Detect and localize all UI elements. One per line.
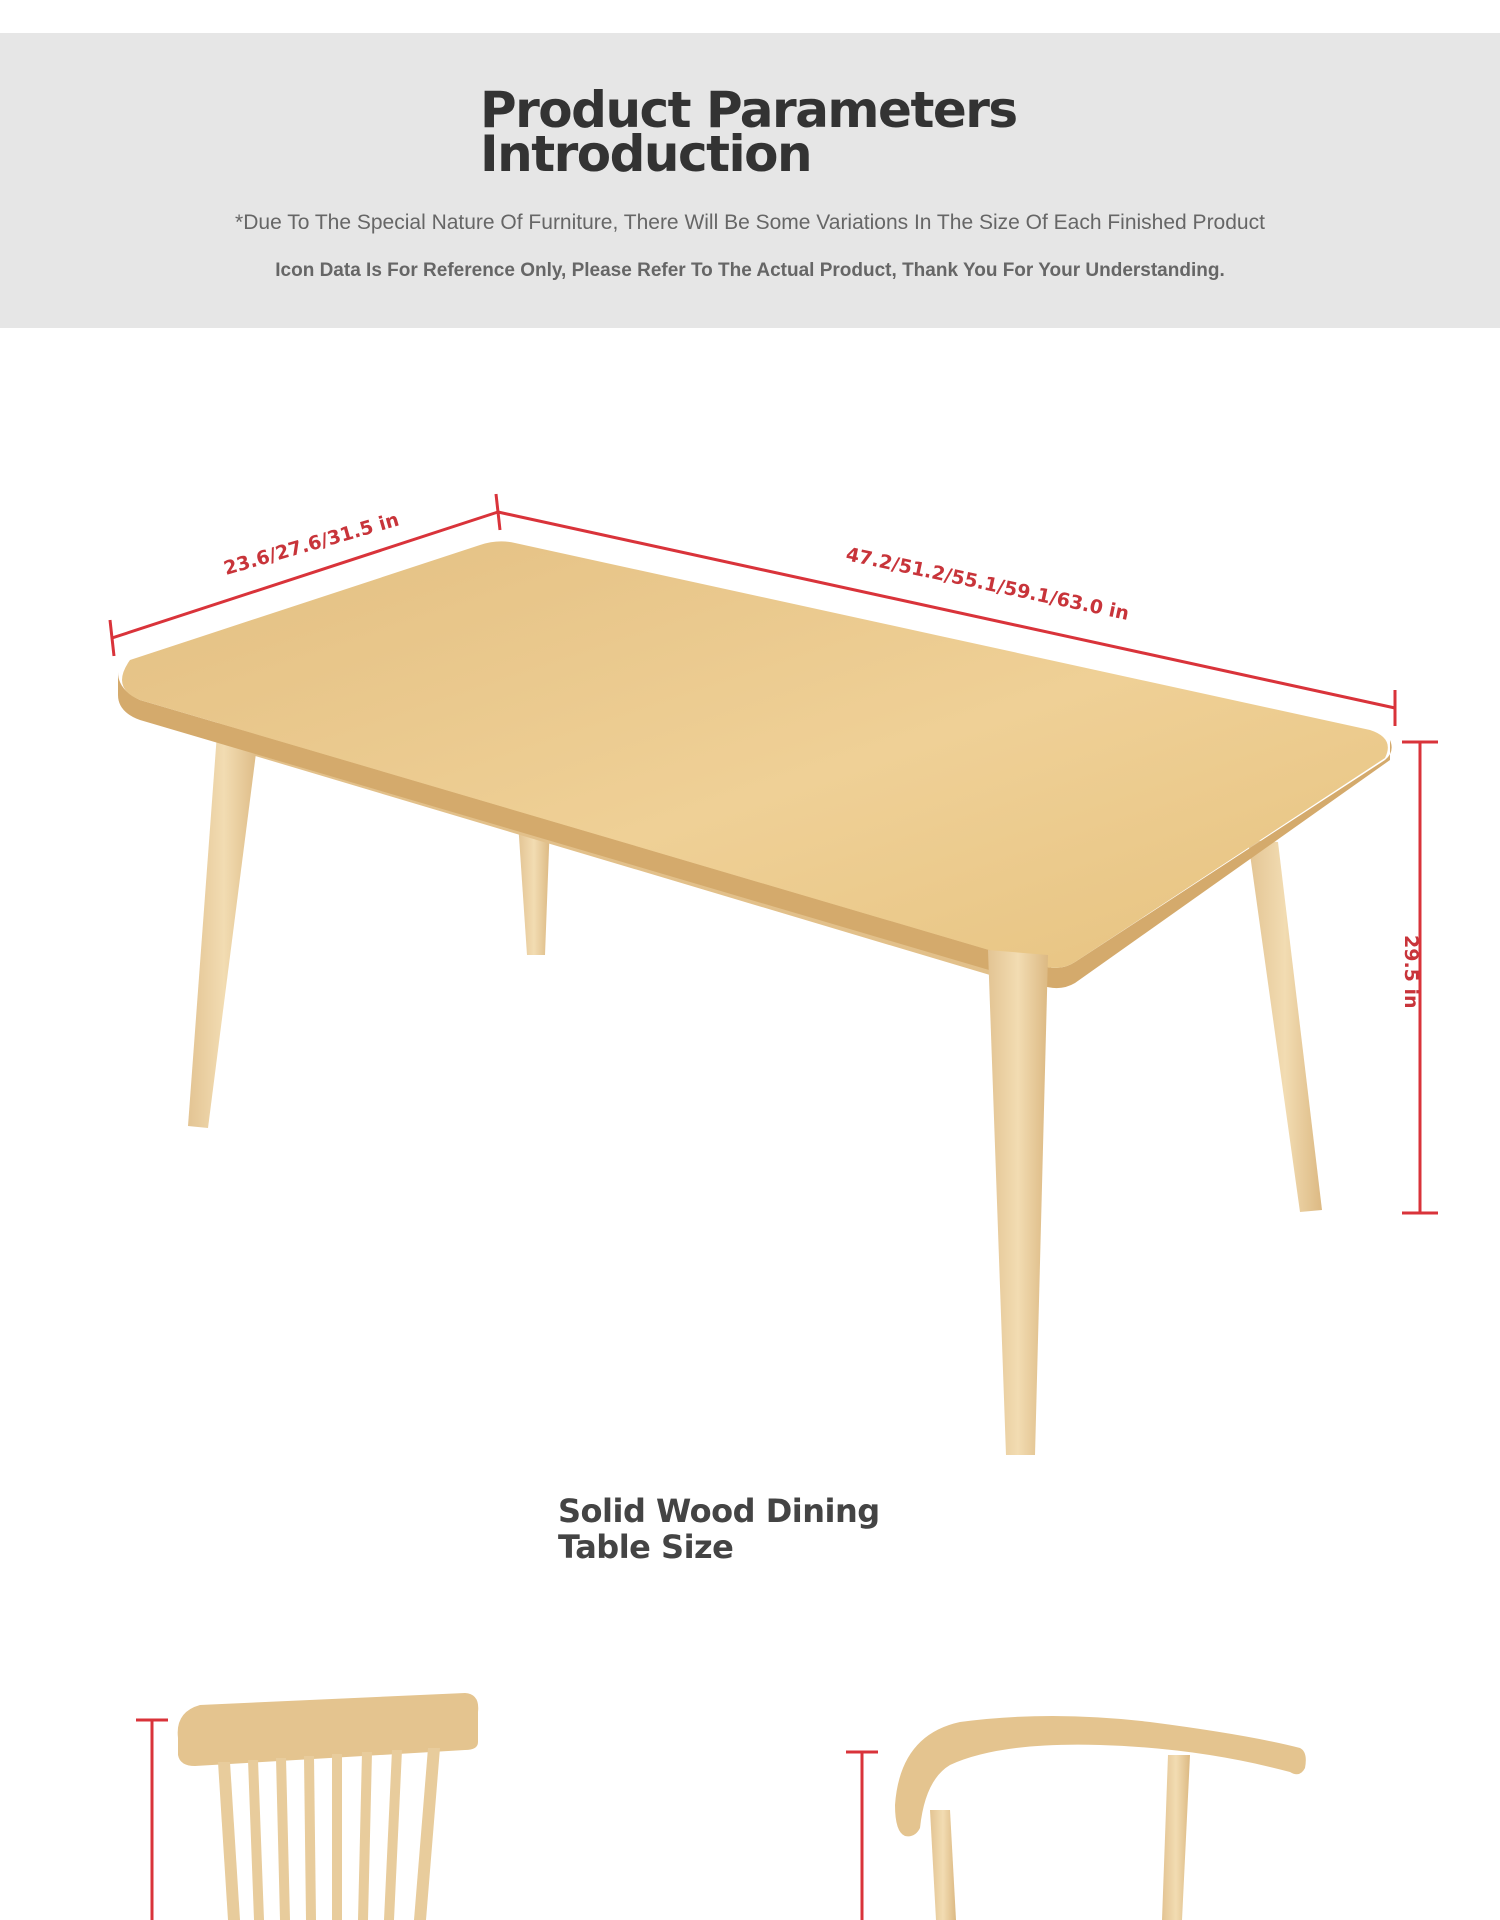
chair-right-post-left [930,1810,956,1920]
chair-right-post-right [1162,1755,1190,1920]
table-size-caption-line-2: Table Size [558,1528,734,1566]
page-title-line-2: Introduction [480,125,812,183]
table-size-caption [558,1493,880,1565]
table-leg-back-right [1248,840,1322,1212]
disclaimer-line-2: Icon Data Is For Reference Only, Please Refer To The Actual Product, Thank You For Your Understanding. [275,260,1225,281]
chair-spindle-back-image [178,1693,479,1920]
table-leg-front-left [188,720,260,1128]
depth-dimension-label: 23.6/27.6/31.5 in [221,508,402,580]
table-size-caption-line-1: Solid Wood Dining [558,1492,880,1530]
chair-left-height-dimension [136,1720,168,1920]
chair-curved-back-image [895,1716,1306,1920]
dining-table-image [118,541,1392,1455]
chair-right-backrest [895,1716,1306,1836]
page-title-line-1: Product Parameters [480,81,1017,139]
chair-right-height-dimension [846,1752,878,1920]
length-dimension-label: 47.2/51.2/55.1/59.1/63.0 in [843,543,1132,625]
table-leg-front-right [988,950,1048,1455]
disclaimer-line-1: *Due To The Special Nature Of Furniture, There Will Be Some Variations In The Size Of Each Finished Product [235,211,1265,234]
height-dimension-label: 29.5 in [1400,935,1422,1009]
